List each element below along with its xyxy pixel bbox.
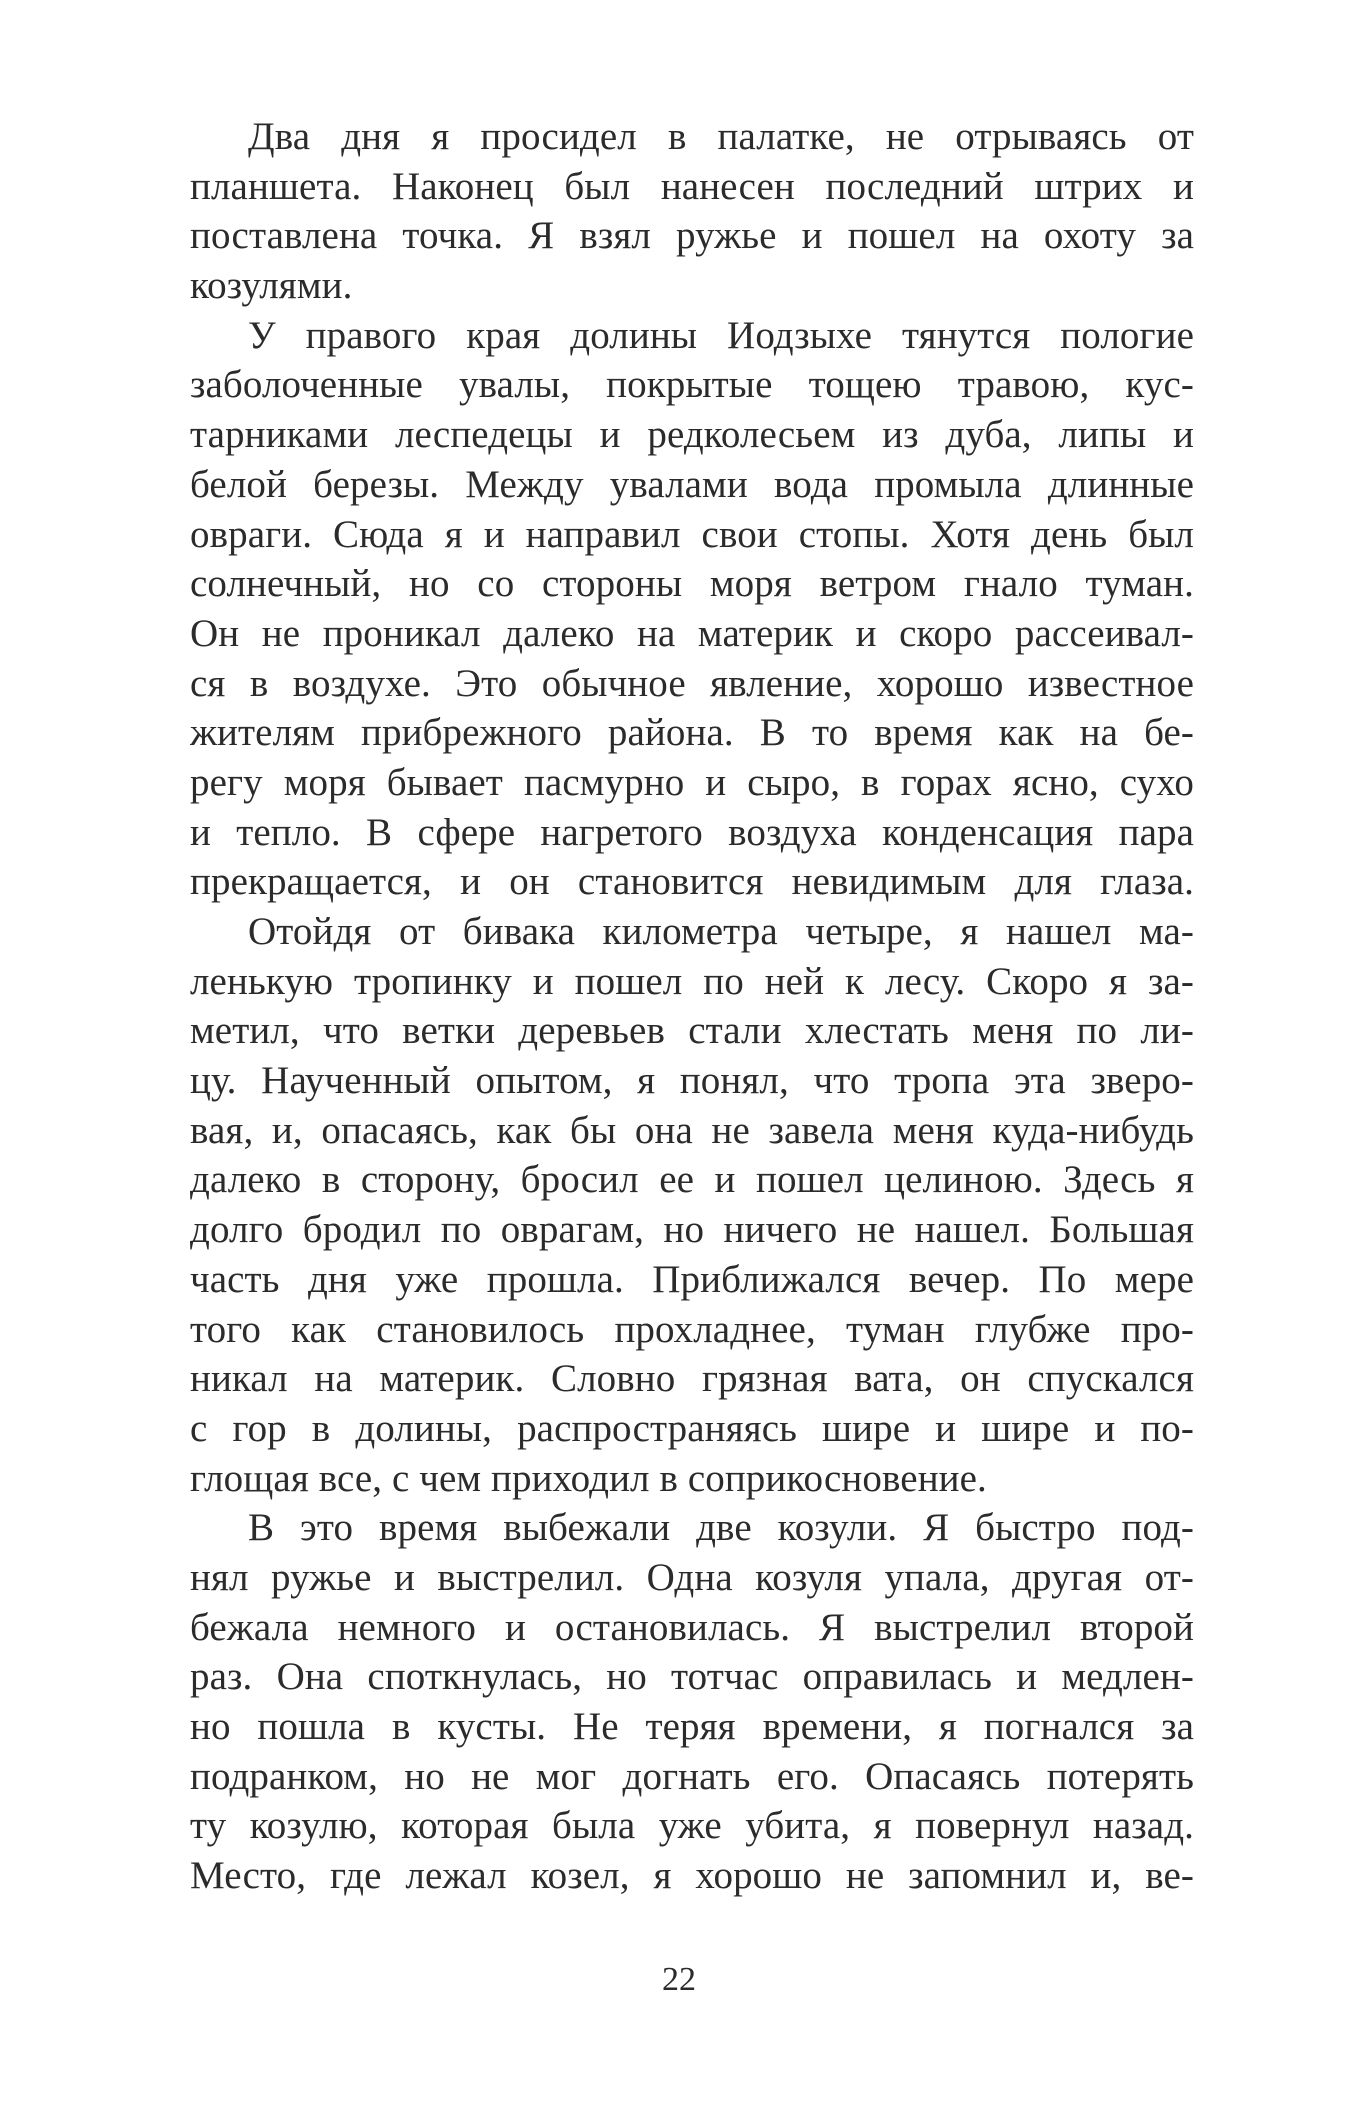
text-line: овраги. Сюда я и направил свои стопы. Хотя день был [190,512,1194,556]
text-line: поставлена точка. Я взял ружье и пошел на охоту за [190,214,1194,258]
text-line: тарниками леспедецы и редколесьем из дуба, липы и [190,413,1194,457]
text-line: Место, где лежал козел, я хорошо не запомнил и, ве- [190,1854,1194,1898]
text-line: никал на материк. Словно грязная вата, он спускался [190,1357,1194,1401]
text-line: В это время выбежали две козули. Я быстро под- [248,1506,1194,1550]
text-line: того как становилось прохладнее, туман глубже про- [190,1307,1194,1351]
text-line: Отойдя от бивака километра четыре, я нашел ма- [248,910,1194,953]
text-line: и тепло. В сфере нагретого воздуха конденсация пара [190,810,1194,854]
text-line: но пошла в кусты. Не теряя времени, я погнался за [190,1705,1194,1748]
text-line: бежала немного и остановилась. Я выстрелил второй [190,1605,1194,1649]
text-line: нял ружье и выстрелил. Одна козуля упала, другая от- [190,1555,1194,1599]
text-line: У правого края долины Иодзыхе тянутся пологие [248,313,1194,357]
text-line: глощая все, с чем приходил в соприкосновение. [190,1456,987,1500]
text-line: ленькую тропинку и пошел по ней к лесу. Скоро я за- [190,959,1194,1003]
text-line: подранком, но не мог догнать его. Опасаясь потерять [190,1754,1194,1798]
text-line: часть дня уже прошла. Приближался вечер. По мере [190,1257,1194,1301]
text-line: долго бродил по оврагам, но ничего не нашел. Большая [190,1208,1194,1252]
text-line: цу. Наученный опытом, я понял, что тропа эта зверо- [190,1059,1194,1103]
text-line: метил, что ветки деревьев стали хлестать меня по ли- [190,1009,1194,1053]
text-line: козулями. [190,264,353,308]
page-number: 22 [662,1961,696,1998]
text-line: Он не проникал далеко на материк и скоро рассеивал- [190,611,1194,655]
text-line: планшета. Наконец был нанесен последний штрих и [190,164,1194,208]
text-line: Два дня я просидел в палатке, не отрываясь от [248,115,1194,158]
text-line: ту козулю, которая была уже убита, я повернул назад. [190,1804,1194,1848]
text-line: с гор в долины, распространяясь шире и шире и по- [190,1406,1194,1450]
text-line: вая, и, опасаясь, как бы она не завела меня куда-нибудь [190,1108,1194,1152]
text-line: ся в воздухе. Это обычное явление, хорошо известное [190,661,1194,705]
text-line: регу моря бывает пасмурно и сыро, в горах ясно, сухо [190,760,1194,804]
text-line: солнечный, но со стороны моря ветром гнало туман. [190,562,1194,606]
text-line: далеко в сторону, бросил ее и пошел целиною. Здесь я [190,1158,1194,1202]
text-line: прекращается, и он становится невидимым для глаза. [190,860,1194,904]
text-line: белой березы. Между увалами вода промыла длинные [190,462,1194,506]
text-line: заболоченные увалы, покрытые тощею травою, кус- [190,363,1194,407]
text-line: раз. Она споткнулась, но тотчас оправилась и медлен- [190,1655,1194,1699]
body-text [190,112,1194,1901]
text-line: жителям прибрежного района. В то время как на бе- [190,711,1194,755]
